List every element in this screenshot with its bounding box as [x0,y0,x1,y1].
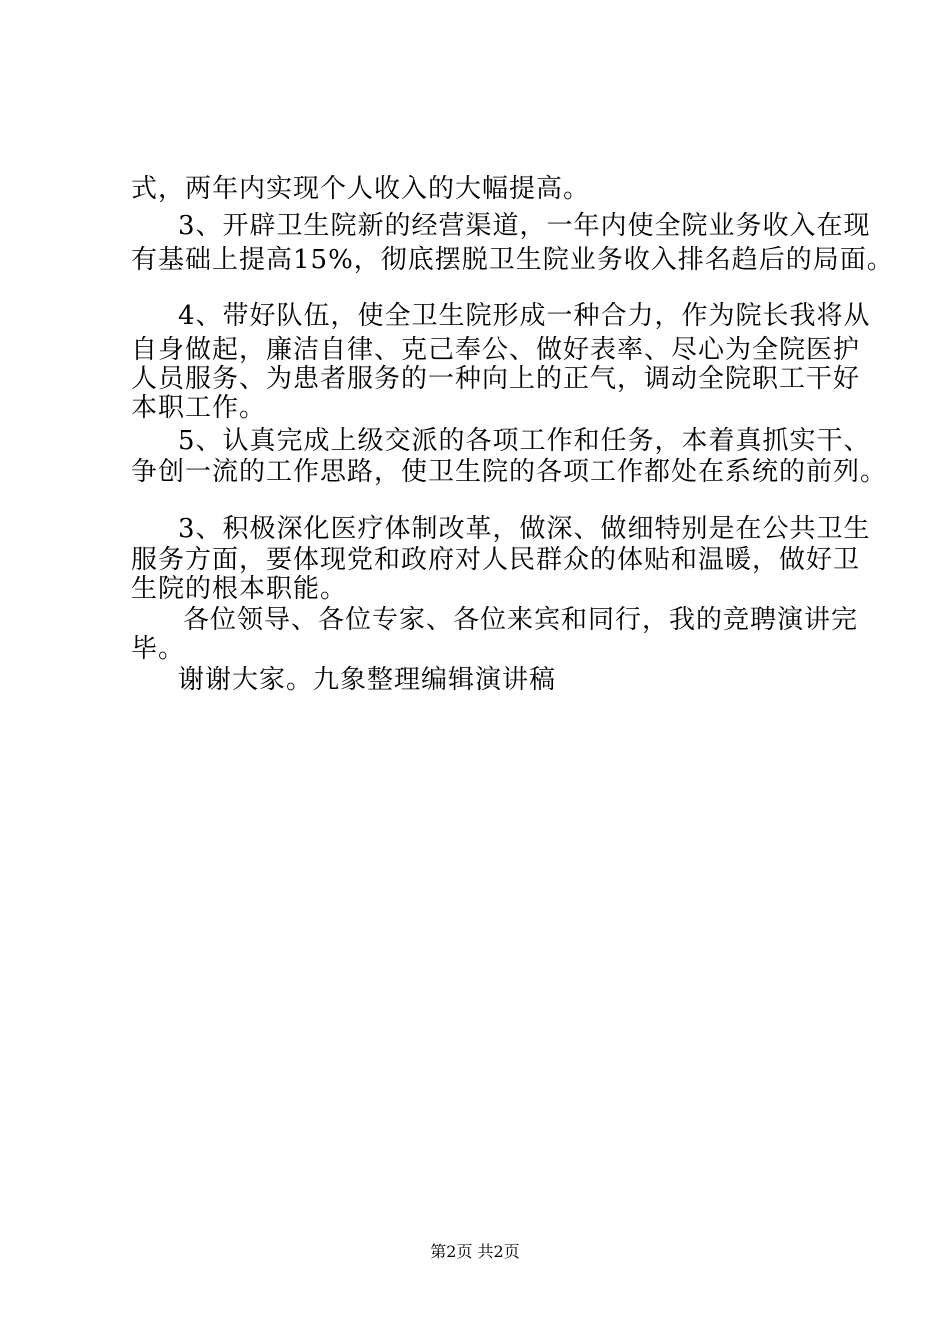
paragraph-line: 争创一流的工作思路，使卫生院的各项工作都处在系统的前列。 [131,457,888,487]
paragraph-line: 本职工作。 [131,393,267,423]
paragraph-line: 各位领导、各位专家、各位来宾和同行，我的竞聘演讲完 [183,605,859,635]
paragraph-line: 毕。 [131,634,186,664]
paragraph-line: 5、认真完成上级交派的各项工作和任务，本着真抓实干、 [178,426,871,456]
paragraph-line: 3、积极深化医疗体制改革，做深、做细特别是在公共卫生 [178,514,871,544]
paragraph-line: 3、开辟卫生院新的经营渠道，一年内使全院业务收入在现 [178,211,871,241]
page-number-footer: 第2页 共2页 [430,1242,520,1261]
paragraph-line: 自身做起，廉洁自律、克己奉公、做好表率、尽心为全院医护 [131,335,861,365]
paragraph-line: 有基础上提高15%，彻底摆脱卫生院业务收入排名趋后的局面。 [131,245,894,275]
paragraph-line: 式，两年内实现个人收入的大幅提高。 [131,174,591,204]
paragraph-line: 谢谢大家。九象整理编辑演讲稿 [178,665,557,695]
paragraph-line: 4、带好队伍，使全卫生院形成一种合力，作为院长我将从 [178,301,871,331]
paragraph-line: 人员服务、为患者服务的一种向上的正气，调动全院职工干好 [131,364,861,394]
paragraph-line: 服务方面，要体现党和政府对人民群众的体贴和温暖，做好卫 [131,545,861,575]
paragraph-line: 生院的根本职能。 [131,574,348,604]
